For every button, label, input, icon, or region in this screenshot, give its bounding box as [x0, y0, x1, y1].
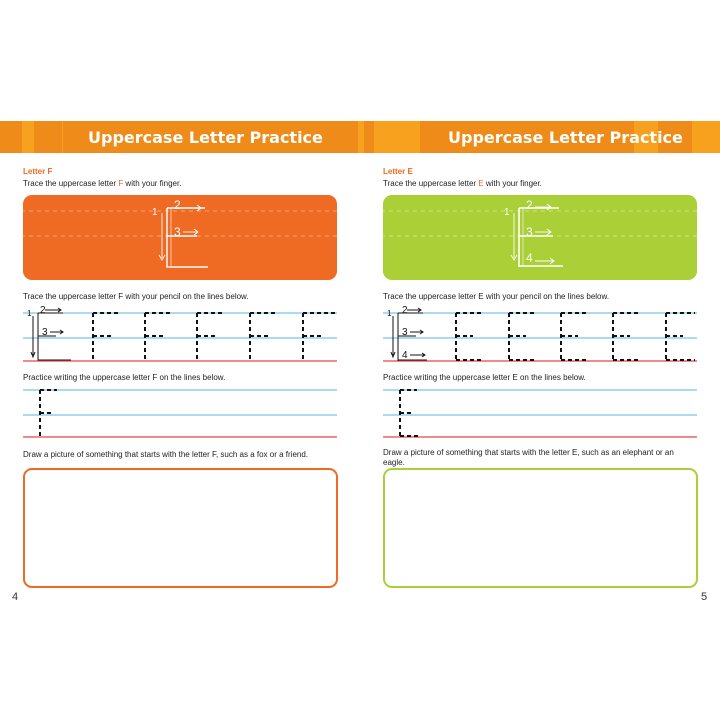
pencil-trace-lines-f [23, 305, 337, 365]
practice-lines-e [383, 385, 697, 441]
stroke-number: 3 [42, 327, 48, 338]
drawing-area-e[interactable] [383, 468, 698, 588]
draw-instruction-e [383, 448, 674, 467]
stroke-number: 2 [174, 198, 181, 212]
stroke-number: 1 [152, 207, 158, 218]
drawing-area-f[interactable] [23, 468, 338, 588]
stroke-number: 1 [387, 309, 392, 318]
finger-trace-letter-e [383, 195, 697, 280]
stroke-number: 1 [504, 207, 510, 218]
page-number-right: 5 [701, 591, 708, 603]
practice-lines-f [23, 385, 337, 441]
left-page-title: Uppercase Letter Practice [88, 128, 323, 147]
pencil-instruction-e: Trace the uppercase letter E with your pencil on the lines below. [383, 292, 610, 301]
stroke-number: 4 [402, 350, 408, 361]
pencil-instruction-f: Trace the uppercase letter F with your pencil on the lines below. [23, 292, 249, 301]
right-page-title: Uppercase Letter Practice [448, 128, 683, 147]
finger-instruction-e: Trace the uppercase letter E with your finger. [383, 179, 542, 188]
draw-instruction-f: Draw a picture of something that starts with the letter F, such as a fox or a friend. [23, 450, 309, 459]
practice-instruction-e: Practice writing the uppercase letter E on the lines below. [383, 373, 586, 382]
stroke-number: 2 [402, 305, 408, 316]
header-band-stripe [0, 121, 22, 153]
highlight-letter-e: E [478, 179, 484, 188]
stroke-number: 3 [402, 327, 408, 338]
stroke-number: 1 [27, 309, 32, 318]
pencil-trace-lines-e [383, 305, 697, 365]
stroke-number: 3 [526, 225, 533, 239]
draw-instruction-e-line1: Draw a picture of something that starts with the letter E, such as an elephant or an [383, 448, 674, 457]
finger-instruction-f: Trace the uppercase letter F with your finger. [23, 179, 182, 188]
letter-f-label: Letter F [23, 167, 53, 176]
stroke-number: 2 [40, 305, 46, 316]
stroke-number: 2 [526, 198, 533, 212]
header-band-stripe [34, 121, 62, 153]
finger-trace-letter-f [23, 195, 337, 280]
stroke-number: 3 [174, 225, 181, 239]
draw-instruction-e-line2: eagle. [383, 458, 405, 467]
letter-e-label: Letter E [383, 167, 413, 176]
highlight-letter-f: F [118, 179, 124, 188]
practice-instruction-f: Practice writing the uppercase letter F on the lines below. [23, 373, 226, 382]
stroke-number: 4 [526, 251, 533, 265]
header-band-stripe [364, 121, 374, 153]
page-number-left: 4 [12, 591, 19, 603]
